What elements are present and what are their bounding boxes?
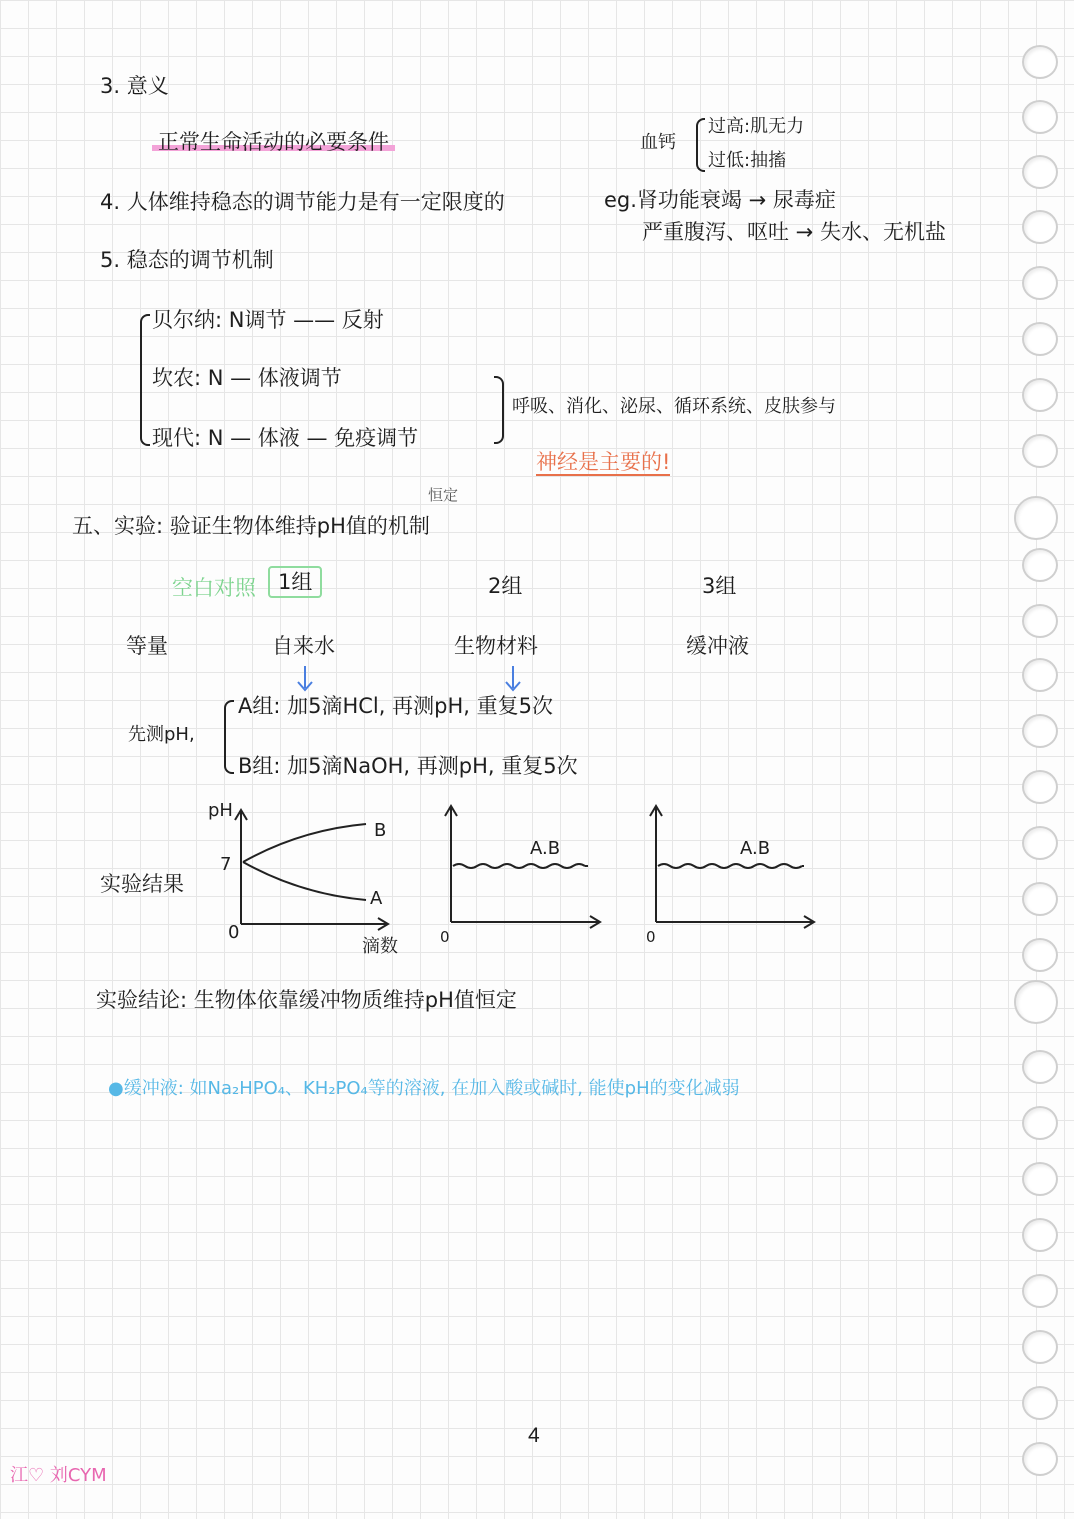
experiment-conclusion: 实验结论: 生物体依靠缓冲物质维持pH值恒定 (96, 988, 517, 1012)
step-b: B组: 加5滴NaOH, 再测pH, 重复5次 (238, 754, 578, 778)
group-2-label: 2组 (488, 574, 523, 598)
graph-1-tick: 7 (220, 854, 232, 875)
calcium-low: 过低:抽搐 (708, 150, 787, 171)
graph-1-series-a: A (370, 888, 383, 909)
graph-3-origin: 0 (646, 928, 656, 946)
group-1-label: 1组 (268, 566, 322, 598)
graph-1-xlabel: 滴数 (362, 936, 398, 957)
material-buffer: 缓冲液 (686, 634, 749, 658)
buffer-note: ●缓冲液: 如Na₂HPO₄、KH₂PO₄等的溶液, 在加入酸或碱时, 能使pH的变化减弱 (108, 1078, 740, 1099)
equal-label: 等量 (126, 634, 168, 658)
page-number: 4 (528, 1424, 540, 1447)
nerve-note-text: 神经是主要的! (536, 450, 671, 474)
graph-1-origin: 0 (228, 922, 240, 943)
highlight-text: 正常生命活动的必要条件 (152, 130, 395, 154)
mechanism-bernard: 贝尔纳: N调节 —— 反射 (152, 308, 384, 332)
section-4-title: 4. 人体维持稳态的调节能力是有一定限度的 (100, 190, 505, 214)
measure-label: 先测pH, (128, 724, 195, 745)
systems-text: 呼吸、消化、泌尿、循环系统、皮肤参与 (512, 396, 836, 417)
graph-1-ylabel: pH (208, 800, 233, 821)
mechanism-modern: 现代: N — 体液 — 免疫调节 (152, 426, 419, 450)
graph-3-label: A.B (740, 838, 771, 859)
insert-note: 恒定 (428, 486, 459, 504)
example-diarrhea: 严重腹泻、呕吐 → 失水、无机盐 (642, 220, 946, 244)
mechanism-cannon: 坎农: N — 体液调节 (152, 366, 342, 390)
calcium-label: 血钙 (640, 132, 676, 153)
material-tap-water: 自来水 (272, 634, 335, 658)
control-label: 空白对照 (172, 576, 256, 600)
signature: 江♡ 刘CYM (10, 1465, 107, 1486)
experiment-title: 五、实验: 验证生物体维持pH值的机制 (72, 514, 430, 538)
section-3-title: 3. 意义 (100, 74, 169, 98)
graph-1-series-b: B (374, 820, 387, 841)
graph-2-label: A.B (530, 838, 561, 859)
group-3-label: 3组 (702, 574, 737, 598)
flat-series-line (658, 864, 804, 868)
result-label: 实验结果 (100, 872, 184, 896)
graph-2-origin: 0 (440, 928, 450, 946)
step-a: A组: 加5滴HCl, 再测pH, 重复5次 (238, 694, 553, 718)
material-biological: 生物材料 (454, 634, 538, 658)
example-kidney: eg.肾功能衰竭 → 尿毒症 (604, 188, 836, 212)
x-axis (656, 916, 814, 928)
section-5-title: 5. 稳态的调节机制 (100, 248, 274, 272)
calcium-high: 过高:肌无力 (708, 116, 805, 137)
